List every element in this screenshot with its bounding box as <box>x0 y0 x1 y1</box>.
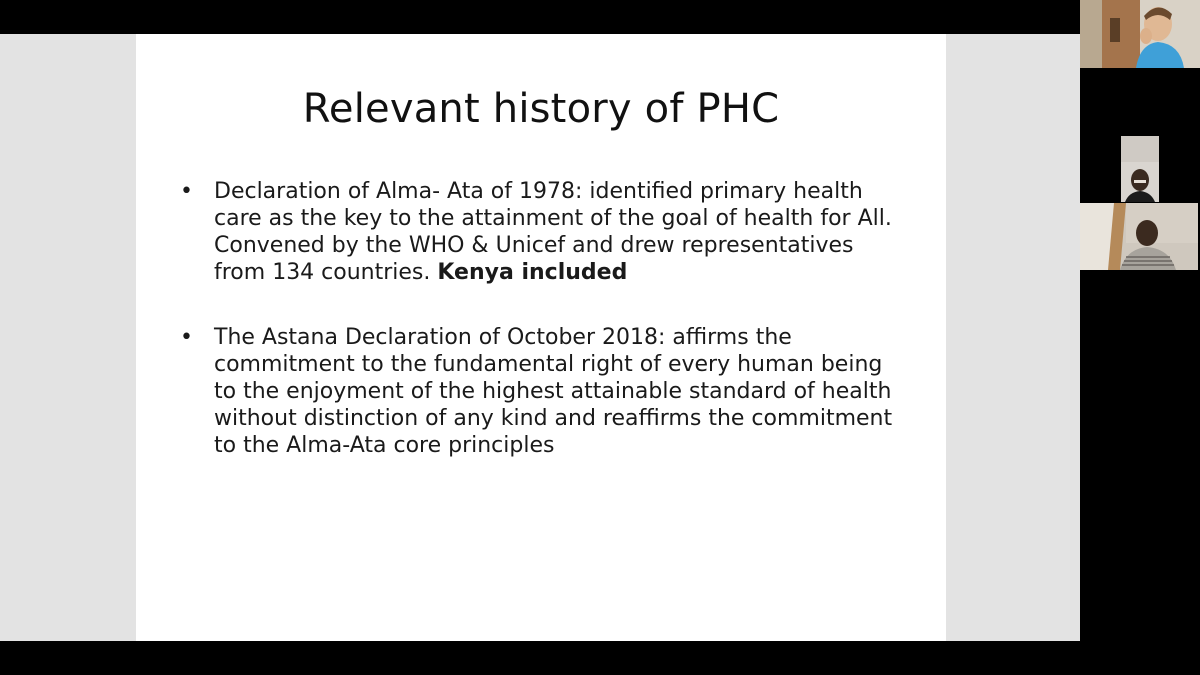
slide-title: Relevant history of PHC <box>302 86 780 132</box>
participant-video-3[interactable] <box>1080 203 1198 270</box>
participant-video-1[interactable] <box>1080 0 1200 68</box>
participant-video-image <box>1080 203 1198 270</box>
bullet-bold-text: Kenya included <box>437 260 628 285</box>
bullet-icon: • <box>180 179 193 204</box>
participant-video-image <box>1121 136 1159 202</box>
presentation-slide <box>136 34 946 641</box>
screen-share-area <box>0 34 1080 641</box>
bullet-text: Declaration of Alma- Ata of 1978: identified primary health care as the key to the attainment of the goal of health for All. Convened by the WHO & Unicef and drew representatives from 134 countries. <box>214 179 892 285</box>
bullet-text: The Astana Declaration of October 2018: affirms the commitment to the fundamental right of every human being to the enjoyment of the highest attainable standard of health without distinction of any kind and reaffirms the commitment to the Alma-Ata core principles <box>214 325 893 458</box>
bullet-list <box>180 178 900 497</box>
bullet-icon: • <box>180 325 193 350</box>
bullet-item-alma-ata <box>180 178 900 286</box>
bullet-item-astana <box>180 324 900 459</box>
participant-video-2[interactable] <box>1121 136 1159 202</box>
participant-video-image <box>1080 0 1200 68</box>
